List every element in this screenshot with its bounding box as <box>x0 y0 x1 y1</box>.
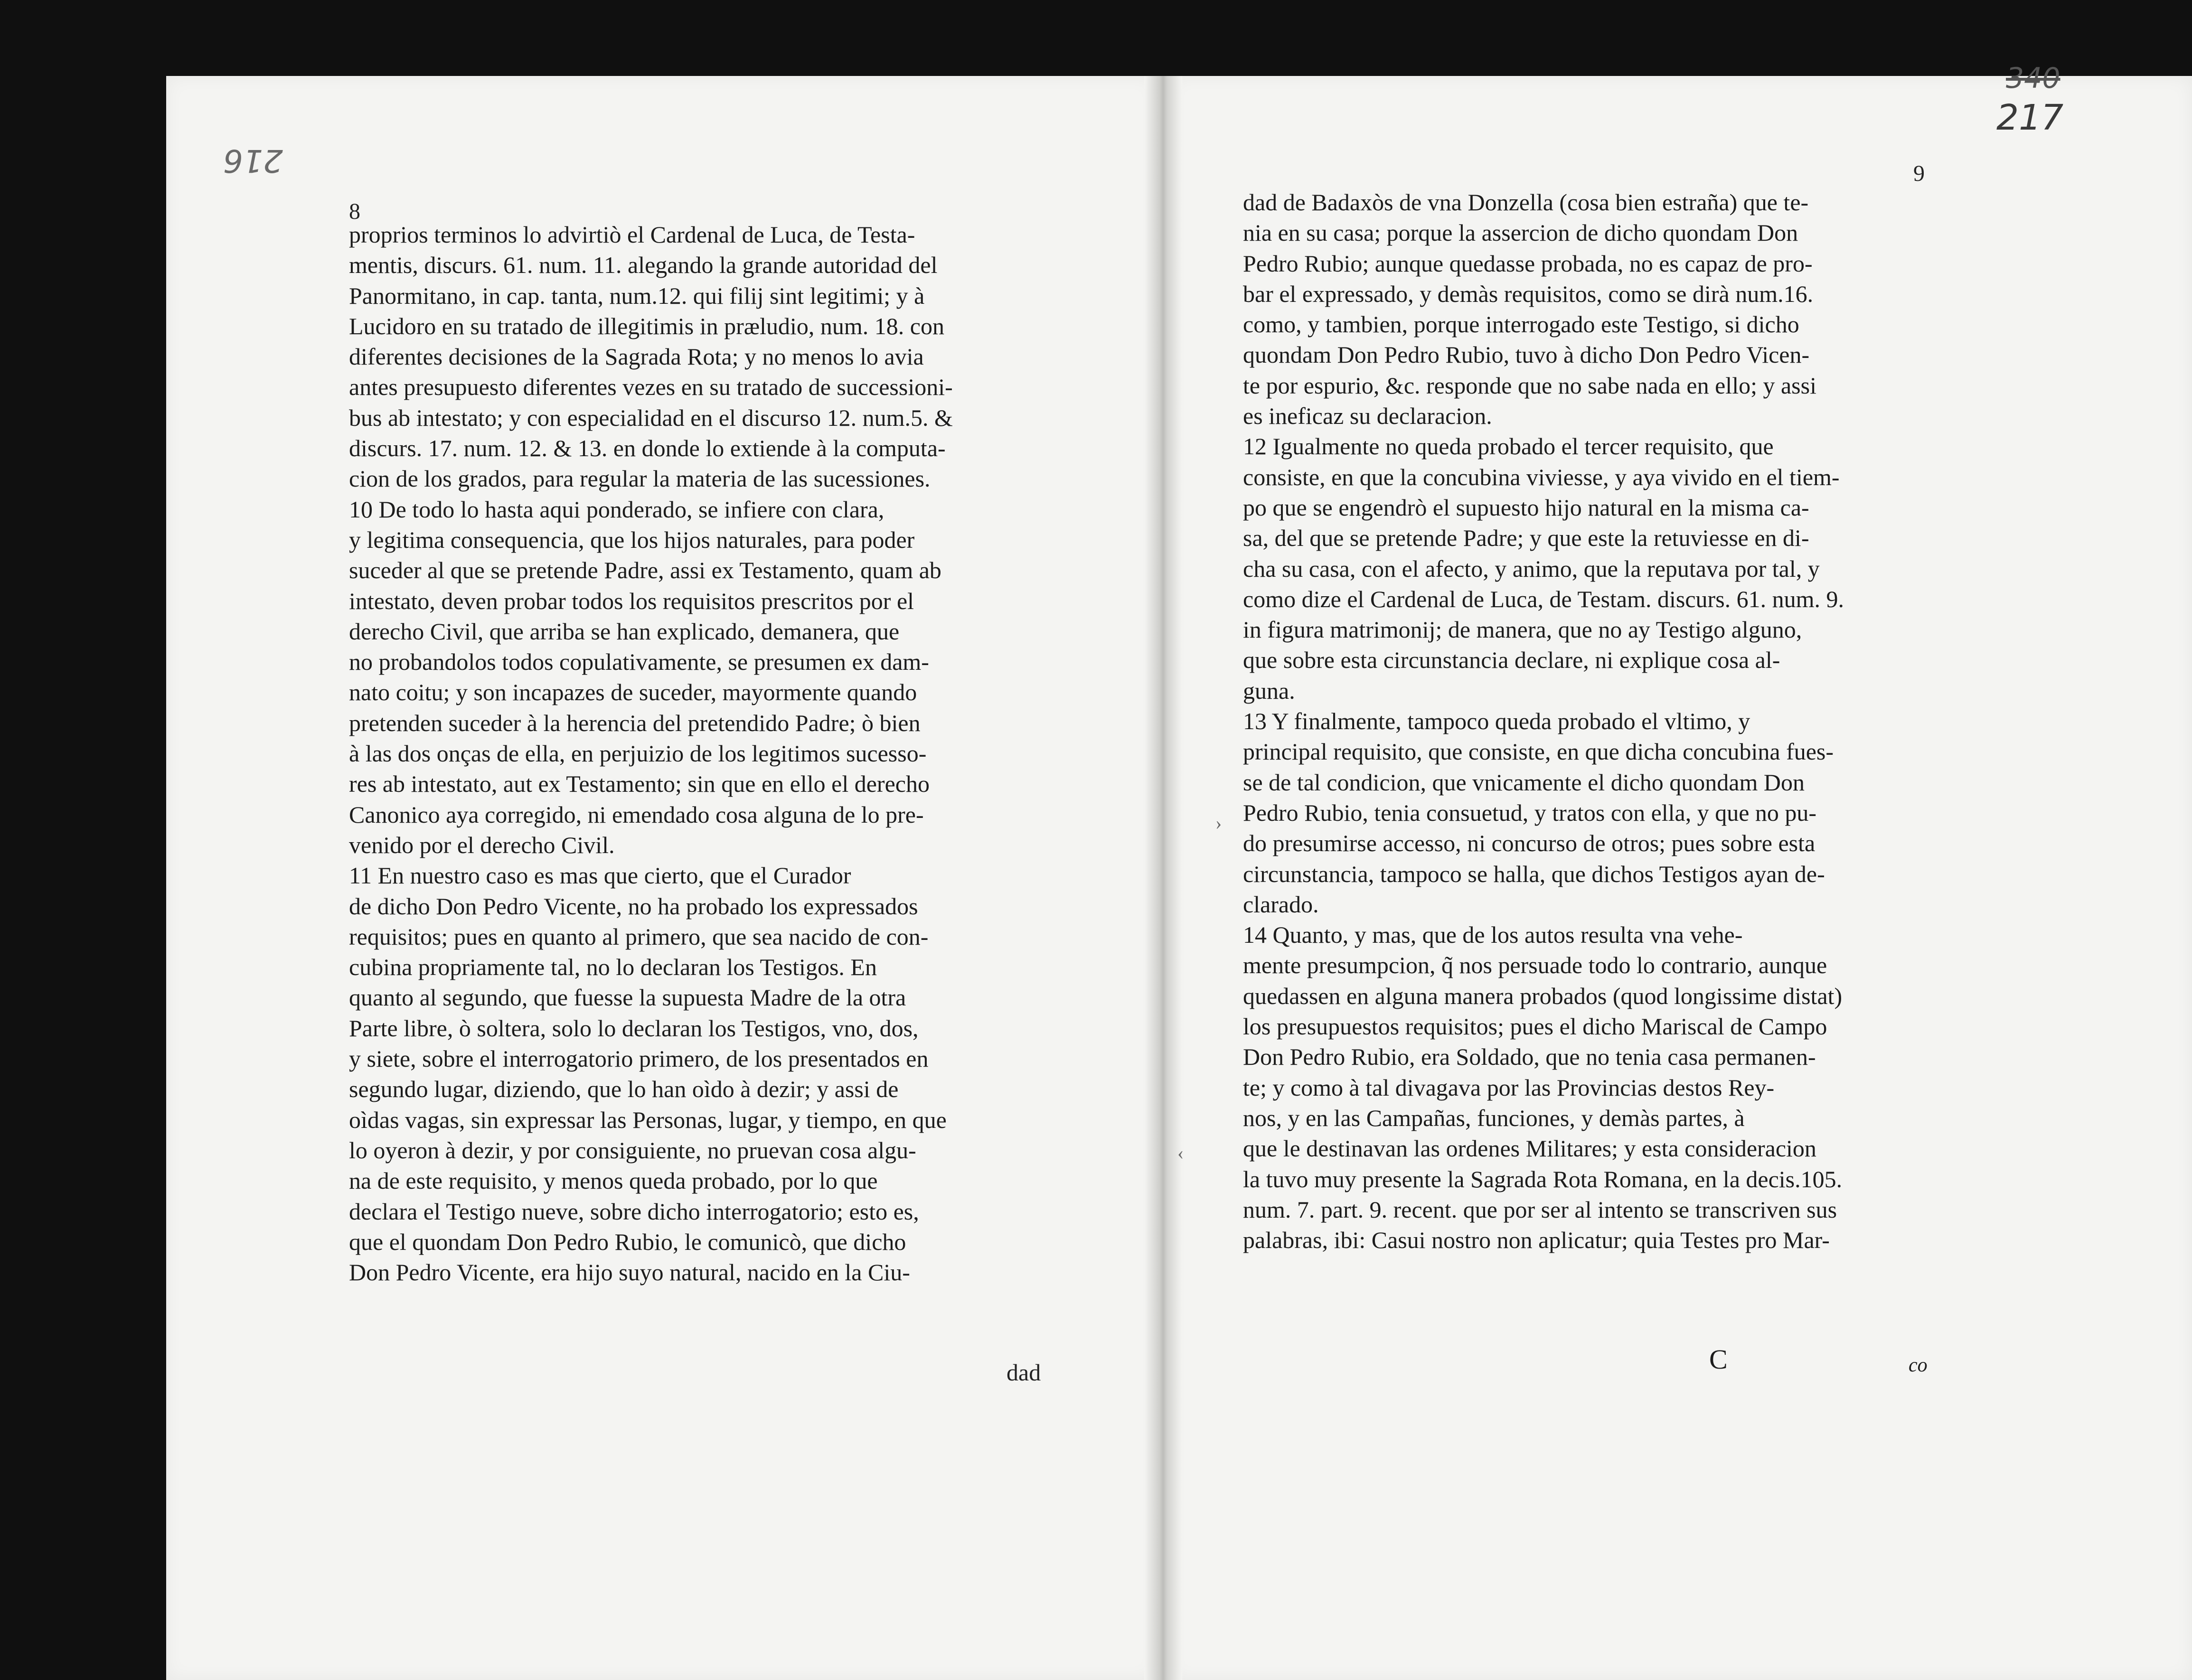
text-line: intestato, deven probar todos los requisitos prescritos por el <box>349 587 914 614</box>
text-line: requisitos; pues en quanto al primero, que sea nacido de con- <box>349 923 929 950</box>
text-line: quondam Don Pedro Rubio, tuvo à dicho Don Pedro Vicen- <box>1243 341 1810 368</box>
text-line: derecho Civil, que arriba se han explicado, demanera, que <box>349 618 900 645</box>
text-line: la tuvo muy presente la Sagrada Rota Romana, en la decis.105. <box>1243 1165 1843 1192</box>
text-line: segundo lugar, diziendo, que lo han oìdo à dezir; y assi de <box>349 1076 899 1103</box>
text-line: nos, y en las Campañas, funciones, y demàs partes, à <box>1243 1104 1745 1131</box>
text-line: oìdas vagas, sin expressar las Personas, lugar, y tiempo, en que <box>349 1106 947 1133</box>
text-line: Don Pedro Rubio, era Soldado, que no tenia casa permanen- <box>1243 1043 1816 1070</box>
text-line: cubina propriamente tal, no lo declaran los Testigos. En <box>349 954 877 981</box>
text-line: res ab intestato, aut ex Testamento; sin que en ello el derecho <box>349 770 930 798</box>
margin-mark: › <box>1215 812 1222 834</box>
text-line: que sobre esta circunstancia declare, ni explique cosa al- <box>1243 647 1780 674</box>
text-line: te; y como à tal divagava por las Provincias destos Rey- <box>1243 1074 1775 1101</box>
text-line: diferentes decisiones de la Sagrada Rota; y no menos lo avia <box>349 343 924 370</box>
text-line: lo oyeron à dezir, y por consiguiente, no pruevan cosa algu- <box>349 1136 916 1164</box>
text-line: pretenden suceder à la herencia del pretendido Padre; ò bien <box>349 709 921 736</box>
text-line: que le destinavan las ordenes Militares; y esta consideracion <box>1243 1135 1816 1162</box>
right-catchword: co <box>1909 1354 1928 1376</box>
right-folio-number: 9 <box>1913 161 1925 186</box>
text-line: do presumirse accesso, ni concurso de otros; pues sobre esta <box>1243 830 1816 857</box>
text-line: se de tal condicion, que vnicamente el dicho quondam Don <box>1243 769 1805 796</box>
text-line: proprios terminos lo advirtiò el Cardenal de Luca, de Testa- <box>349 221 915 248</box>
text-line: no probandolos todos copulativamente, se presumen ex dam- <box>349 648 929 676</box>
text-line: Pedro Rubio; aunque quedasse probada, no es capaz de pro- <box>1243 250 1813 277</box>
text-line: guna. <box>1243 677 1295 704</box>
text-line: po que se engendrò el supuesto hijo natural en la misma ca- <box>1243 494 1809 521</box>
text-line: in figura matrimonij; de manera, que no ay Testigo alguno, <box>1243 616 1802 643</box>
text-line: declara el Testigo nueve, sobre dicho interrogatorio; esto es, <box>349 1198 919 1225</box>
text-line: que el quondam Don Pedro Rubio, le comunicò, que dicho <box>349 1228 906 1255</box>
text-line: discurs. 17. num. 12. & 13. en donde lo extiende à la computa- <box>349 435 946 462</box>
text-line: nato coitu; y son incapazes de suceder, mayormente quando <box>349 679 917 706</box>
text-line: mentis, discurs. 61. num. 11. alegando la grande autoridad del <box>349 252 938 279</box>
text-line: 14 Quanto, y mas, que de los autos resulta vna vehe- <box>1243 921 1743 948</box>
text-line: Don Pedro Vicente, era hijo suyo natural, nacido en la Ciu- <box>349 1259 910 1286</box>
text-line: como dize el Cardenal de Luca, de Testam. discurs. 61. num. 9. <box>1243 585 1844 612</box>
text-line: 11 En nuestro caso es mas que cierto, que el Curador <box>349 862 851 889</box>
right-archive-number-struck: 340 <box>2006 62 2060 95</box>
text-line: nia en su casa; porque la assercion de dicho quondam Don <box>1243 219 1798 246</box>
text-line: los presupuestos requisitos; pues el dicho Mariscal de Campo <box>1243 1013 1827 1040</box>
text-line: antes presupuesto diferentes vezes en su tratado de successioni- <box>349 374 953 401</box>
text-line: y siete, sobre el interrogatorio primero, de los presentados en <box>349 1045 929 1072</box>
text-line: y legitima consequencia, que los hijos naturales, para poder <box>349 526 915 553</box>
text-line: circunstancia, tampoco se halla, que dichos Testigos ayan de- <box>1243 860 1825 887</box>
text-line: bar el expressado, y demàs requisitos, como se dirà num.16. <box>1243 280 1814 307</box>
text-line: bus ab intestato; y con especialidad en el discurso 12. num.5. & <box>349 404 953 431</box>
page-gutter <box>1144 76 1182 1680</box>
left-archive-number: 216 <box>223 142 283 179</box>
text-line: Canonico aya corregido, ni emendado cosa alguna de lo pre- <box>349 801 924 828</box>
right-signature-mark: C <box>1709 1344 1728 1375</box>
text-line: Pedro Rubio, tenia consuetud, y tratos con ella, y que no pu- <box>1243 799 1817 826</box>
text-line: clarado. <box>1243 891 1319 918</box>
text-line: venido por el derecho Civil. <box>349 831 615 858</box>
text-line: es ineficaz su declaracion. <box>1243 403 1492 430</box>
text-line: Lucidoro en su tratado de illegitimis in præludio, num. 18. con <box>349 312 944 339</box>
right-text-column <box>1243 187 1939 1255</box>
text-line: te por espurio, &c. responde que no sabe nada en ello; y assi <box>1243 372 1816 399</box>
text-line: dad de Badaxòs de vna Donzella (cosa bien estraña) que te- <box>1243 189 1809 216</box>
text-line: num. 7. part. 9. recent. que por ser al intento se transcriven sus <box>1243 1196 1837 1223</box>
text-line: à las dos onças de ella, en perjuizio de los legitimos sucesso- <box>349 740 927 767</box>
text-line: sa, del que se pretende Padre; y que este la retuviesse en di- <box>1243 525 1809 552</box>
text-line: principal requisito, que consiste, en que dicha concubina fues- <box>1243 738 1834 765</box>
text-line: como, y tambien, porque interrogado este Testigo, si dicho <box>1243 311 1799 338</box>
text-line: na de este requisito, y menos queda probado, por lo que <box>349 1167 878 1194</box>
text-line: cha su casa, con el afecto, y animo, que la reputava por tal, y <box>1243 555 1820 582</box>
text-line: Panormitano, in cap. tanta, num.12. qui filij sint legitimi; y à <box>349 282 925 309</box>
left-text-column <box>349 219 1071 1287</box>
text-line: 10 De todo lo hasta aqui ponderado, se infiere con clara, <box>349 496 884 523</box>
text-line: palabras, ibi: Casui nostro non aplicatur; quia Testes pro Mar- <box>1243 1227 1830 1254</box>
text-line: suceder al que se pretende Padre, assi ex Testamento, quam ab <box>349 557 941 584</box>
text-line: quanto al segundo, que fuesse la supuesta Madre de la otra <box>349 984 906 1011</box>
margin-mark: ‹ <box>1177 1142 1184 1164</box>
text-line: 13 Y finalmente, tampoco queda probado el vltimo, y <box>1243 708 1750 735</box>
right-archive-number: 217 <box>1996 97 2064 138</box>
left-catchword: dad <box>1007 1359 1041 1386</box>
text-line: quedassen en alguna manera probados (quod longissime distat) <box>1243 982 1843 1009</box>
text-line: de dicho Don Pedro Vicente, no ha probado los expressados <box>349 892 918 920</box>
text-line: cion de los grados, para regular la materia de las sucessiones. <box>349 465 931 492</box>
text-line: mente presumpcion, q̃ nos persuade todo lo contrario, aunque <box>1243 952 1827 979</box>
text-line: consiste, en que la concubina viviesse, y aya vivido en el tiem- <box>1243 463 1840 490</box>
left-folio-number: 8 <box>349 199 360 224</box>
text-line: 12 Igualmente no queda probado el tercer requisito, que <box>1243 433 1774 460</box>
text-line: Parte libre, ò soltera, solo lo declaran los Testigos, vno, dos, <box>349 1014 919 1042</box>
